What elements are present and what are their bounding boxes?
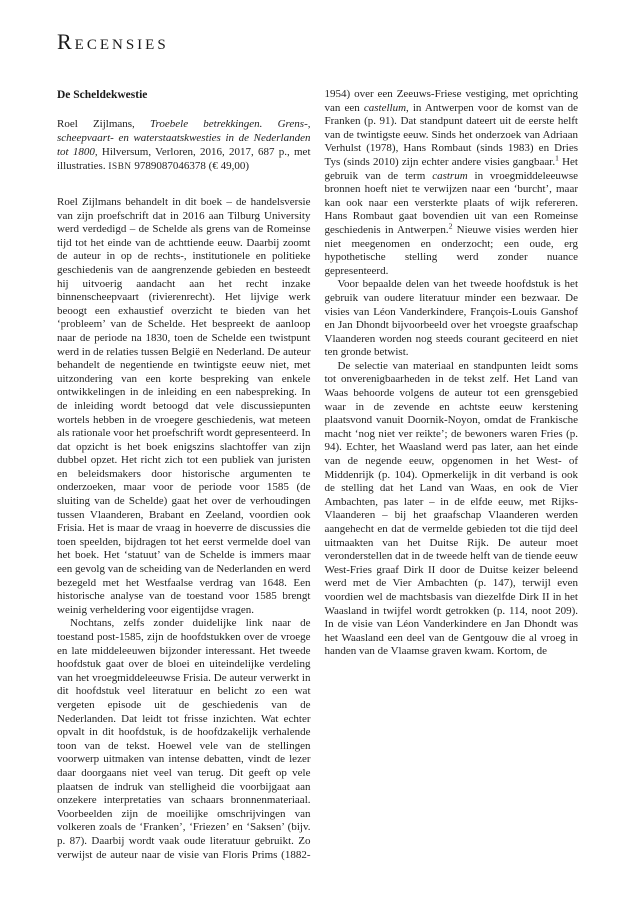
review-two-column-body	[57, 88, 578, 872]
section-title: Recensies	[57, 29, 169, 54]
review-paragraph: Roel Zijlmans behandelt in dit boek – de handelsversie van zijn proefschrift dat in 2016 aan Tilburg University werd verdedigd – de Schelde als grens van de Romeinse tijd tot het einde van de achttiende eeuw. Daarbij zoomt de auteur in op de rechts-, institutionele en politieke geschiedenis van de aangrenzende gebieden en besteedt hij uitvoerig aandacht aan het recht inzake binnenscheepvaart (rivierenrecht). Het lijvige werk beoogt een exhaustief overzicht te bieden van het ‘probleem’ van de Schelde. Het bespreekt de aanloop naar de periode na 1830, toen de Schelde een twistpunt werd in de relaties tussen België en Nederland. De auteur behandelt de negentiende en twintigste eeuw niet, met uitzondering van een korte bespreking van enkele ontwikkelingen in de inleiding en een nabespreking. In de inleiding wordt betoogd dat vele discussiepunten wortels hebben in de vroegere geschiedenis, wat meteen als rationale voor het proefschrift wordt gepresenteerd. In dat opzicht is het boek enigszins slachtoffer van zijn dubbel opzet. Het richt zich tot een publiek van juristen en beleidsmakers door historische argumenten te onderzoeken, maar voor de periode voor 1585 (de sluiting van de Schelde) gaat het over de verhoudingen tussen Vlaanderen, Brabant en Zeeland, voordien ook Frisia. Het is maar de vraag in hoeverre de discussies die toen speelden, bijdragen tot het eerst vermelde doel van het boek. Het ‘statuut’ van de Schelde is immers maar een gevolg van de scheiding van de Nederlanden en werd bezegeld met het Westfaalse verdrag van 1648. Een historische analyse van de toestand voor 1585 brengt weinig verheldering voor eigentijdse vragen.	[57, 196, 311, 616]
review-paragraph: Nochtans, zelfs zonder duidelijke link naar de toestand post-1585, zijn de hoofdstukken over de vroege en late middeleeuwen bijzonder interessant. Het tweede hoofdstuk gaat over de bloei en uiteindelijke verdeling van het vroegmiddeleeuwse Frisia. De auteur verwerkt in dit hoofdstuk veel literatuur en belicht zo een wat vergeten episode uit de geschiedenis van de Nederlanden. Dat leidt tot frisse inzichten. Wat echter opvalt in dit hoofdstuk, is de hoofdzakelijk verhalende toon van de tekst. Hoewel vele van de stellingen voorwerp uitmaken van intense debatten, vindt de lezer daar doorgaans niet veel van terug. Dit geeft op vele plaatsen de indruk van stelligheid die voorbijgaat aan onzekere interpretaties van schaars bronnenmateriaal. Voorbeelden zijn de moeilijke omschrijvingen van volkeren zoals de ‘Franken’, ‘Friezen’ en ‘Saksen’ (bijv. p. 87). Daarbij wordt vaak oude literatuur gebruikt. Zo verwijst de auteur naar de visie van Floris Prims (1882-1954) over een Zeeuws-Friese vestiging, met oprichting van een castellum, in Antwerpen voor de komst van de Franken (p. 91). Dat standpunt dateert uit de eerste helft van de twintigste eeuw. Sinds het onderzoek van Adriaan Verhulst (1978), Hans Rombaut (sinds 1983) en Dries Tys (sinds 2010) zijn echter andere visies gangbaar.$^1$ Het gebruik van de term castrum in vroegmiddeleeuwse bronnen hoeft niet te verwijzen naar een ‘burcht’, maar kan ook naar een versterkte plaats of wijk refereren. Hans Rombaut gaat bovendien uit van een Romeinse geschiedenis in Antwerpen.$^2$ Nieuwe visies werden hier niet meegenomen en onderzocht; een oude, erg hypothetische stelling werd zonder nuance gepresenteerd.	[57, 88, 578, 861]
review-paragraph: De selectie van materiaal en standpunten leidt soms tot onverenigbaarheden in de tekst zelf. Het Land van Waas behoorde volgens de auteur tot een grensgebied waar in de zevende en achtste eeuw kerstening plaatsvond vanuit Doornik-Noyon, omdat de Frankische macht ‘nog niet ver reikte’; de bewoners waren Fries (p. 94). Echter, het Waasland werd pas later, aan het einde van de negende eeuw, opgenomen in het West- of Middenrijk (p. 104). Opmerkelijk in dit verband is ook de stelling dat het Land van Waas, en ook de Vier Ambachten, pas later – in de elfde eeuw, met Rijks-Vlaanderen – bij het graafschap Vlaanderen werden aangehecht en dat de vermelde gebieden tot die tijd deel uitmaakten van het Duitse Rijk. De auteur moet veronderstellen dat in de tweede helft van de tiende eeuw West-Fries graaf Dirk II door de Duitse keizer beleend werd met de Vier Ambachten (p. 147), terwijl even voordien wel de machtsbasis van diezelfde Dirk II in het Waasland in twijfel wordt getrokken (p. 114, noot 209). In de visie van Léon Vanderkindere en Jan Dhondt was het Waasland een deel van de Gentgouw die al vroeg in handen van de Vlaamse graven kwam. Kortom, de	[324, 359, 578, 658]
review-heading: De Scheldekwestie	[57, 89, 148, 101]
review-paragraph: Voor bepaalde delen van het tweede hoofdstuk is het gebruik van oudere literatuur minder een bezwaar. De visies van Léon Vanderkindere, François-Louis Ganshof en Jan Dhondt bijvoorbeeld over het vroegste graafschap Vlaanderen worden nog steeds courant geciteerd en niet ten gronde betwist.	[324, 278, 578, 359]
review-text	[57, 88, 578, 872]
bibliographic-reference: Roel Zijlmans, Troebele betrekkingen. Grens-, scheepvaart- en waterstaatskwesties in de Nederlanden tot 1800, Hilversum, Verloren, 2016, 2017, 687 p., met illustraties. ISBN 9789087046378 (€ 49,00)	[57, 118, 311, 172]
